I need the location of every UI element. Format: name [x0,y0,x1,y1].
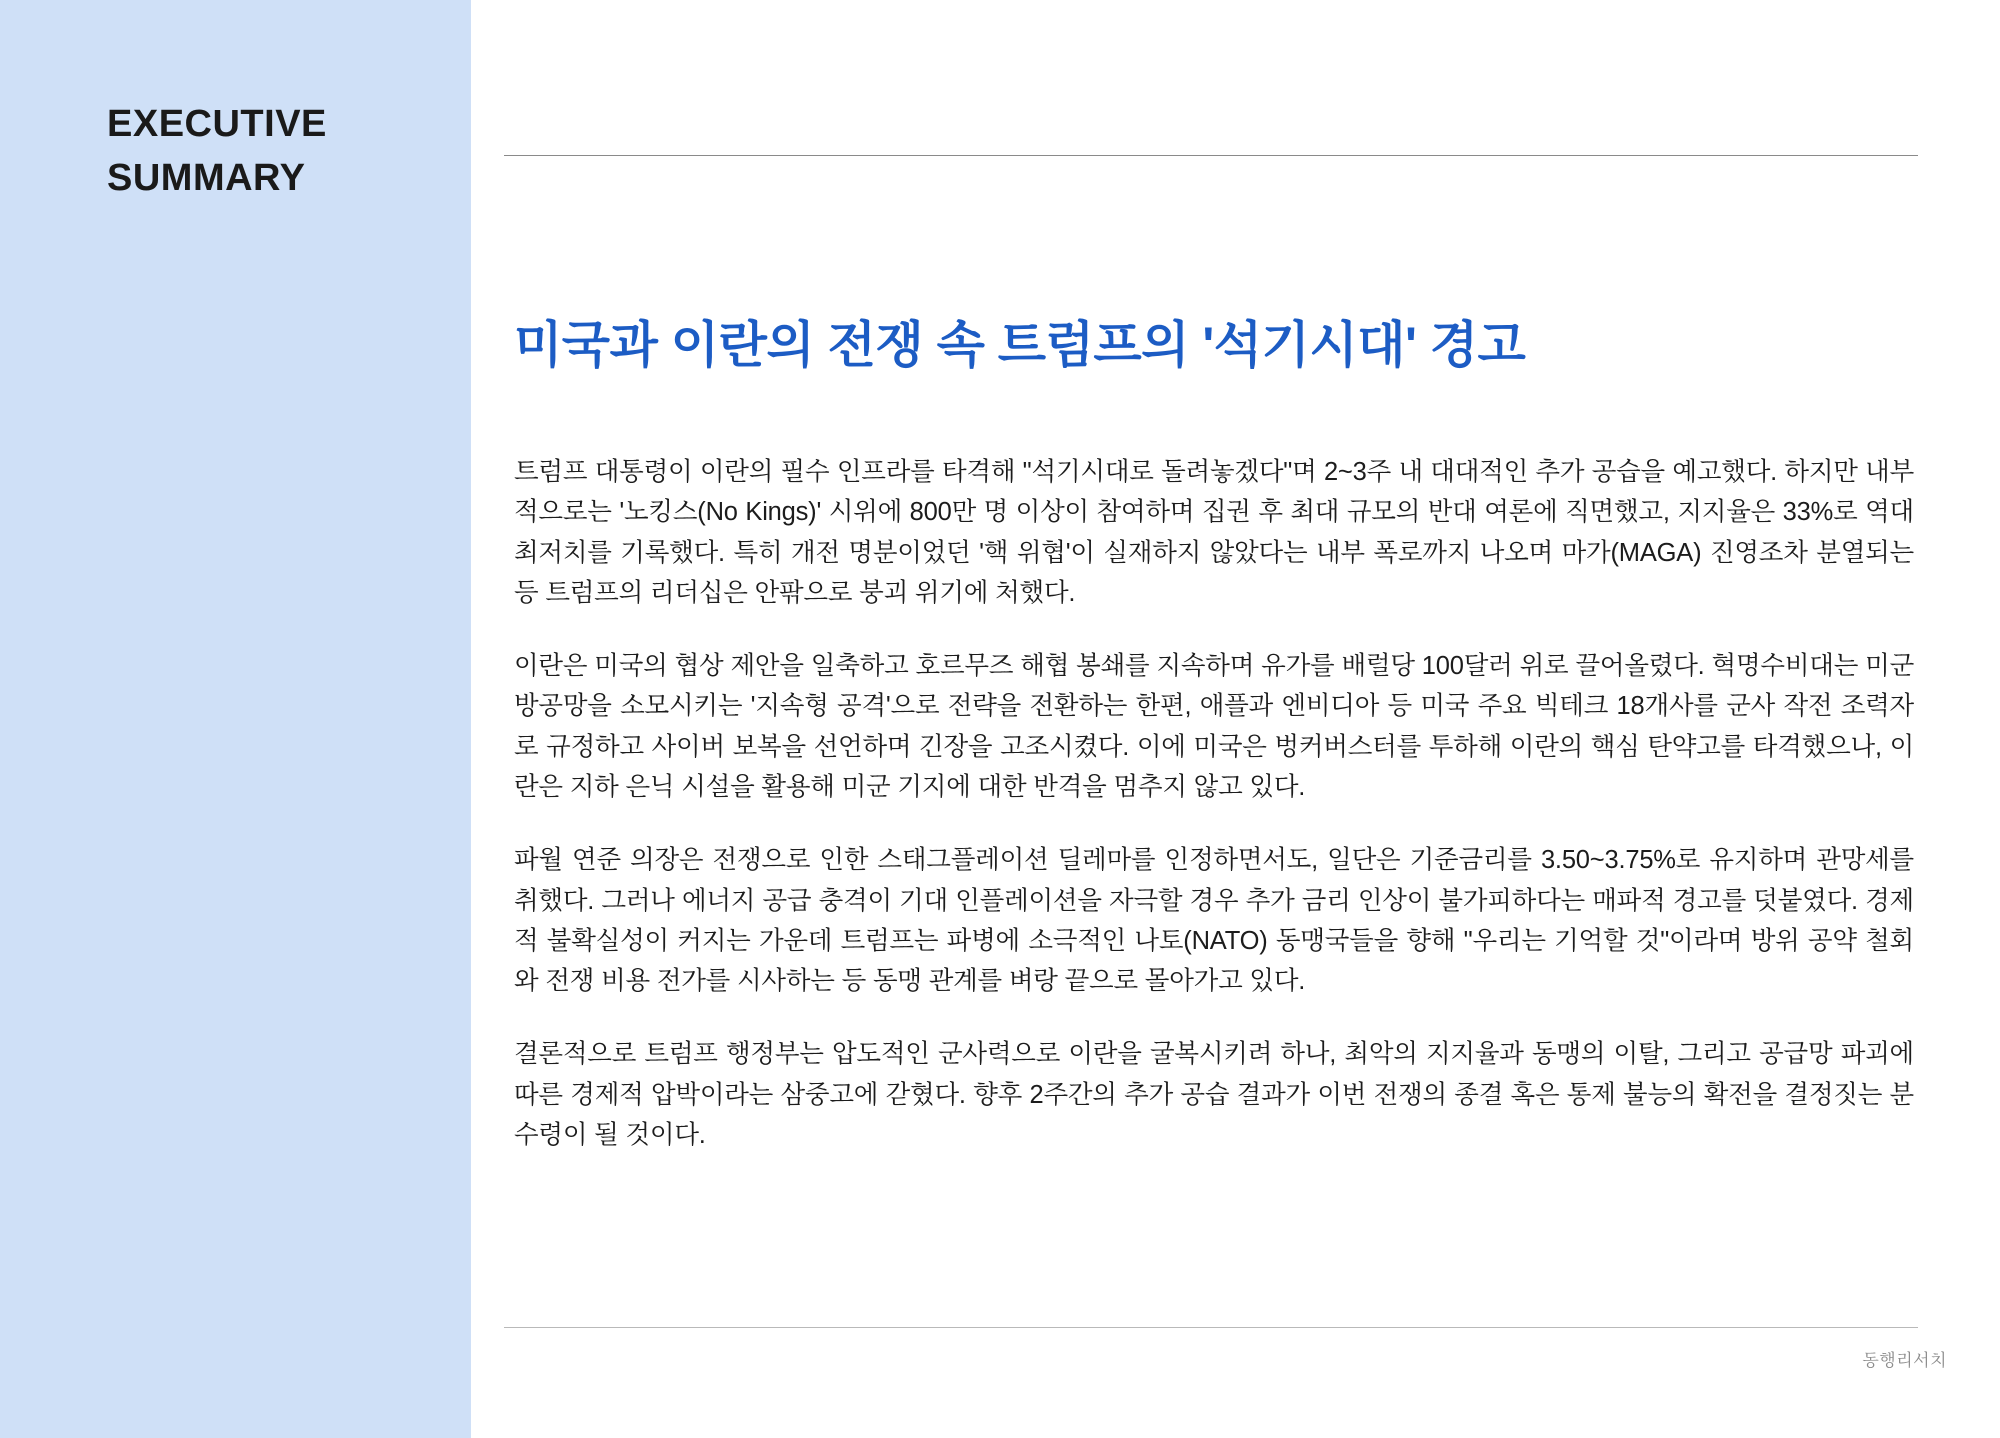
bottom-divider [504,1327,1918,1328]
paragraph: 이란은 미국의 협상 제안을 일축하고 호르무즈 해협 봉쇄를 지속하며 유가를 배럴당 100달러 위로 끌어올렸다. 혁명수비대는 미군 방공망을 소모시키는 '지속형 공격'으로 전략을 전환하는 한편, 애플과 엔비디아 등 미국 주요 빅테크 18개사를 군사 작전 조력자로 규정하고 사이버 보복을 선언하며 긴장을 고조시켰다. 이에 미국은 벙커버스터를 투하해 이란의 핵심 탄약고를 타격했으나, 이란은 지하 은닉 시설을 활용해 미군 기지에 대한 반격을 멈추지 않고 있다. [514,652,1914,801]
sidebar [0,0,471,1438]
content-area [471,0,2000,1438]
sidebar-heading-line-2: SUMMARY [107,156,306,199]
paragraph: 파월 연준 의장은 전쟁으로 인한 스태그플레이션 딜레마를 인정하면서도, 일단은 기준금리를 3.50~3.75%로 유지하며 관망세를 취했다. 그러나 에너지 공급 충격이 기대 인플레이션을 자극할 경우 추가 금리 인상이 불가피하다는 매파적 경고를 덧붙였다. 경제적 불확실성이 커지는 가운데 트럼프는 파병에 소극적인 나토(NATO) 동맹국들을 향해 "우리는 기억할 것"이라며 방위 공약 철회와 전쟁 비용 전가를 시사하는 등 동맹 관계를 벼랑 끝으로 몰아가고 있다. [514,846,1914,996]
sidebar-heading [107,98,437,206]
paragraph: 결론적으로 트럼프 행정부는 압도적인 군사력으로 이란을 굴복시키려 하나, 최악의 지지율과 동맹의 이탈, 그리고 공급망 파괴에 따른 경제적 압박이라는 삼중고에 갇혔다. 향후 2주간의 추가 공습 결과가 이번 전쟁의 종결 혹은 통제 불능의 확전을 결정짓는 분수령이 될 것이다. [514,1040,1914,1149]
body-text [514,452,1914,1155]
top-divider [504,155,1918,156]
paragraph: 트럼프 대통령이 이란의 필수 인프라를 타격해 "석기시대로 돌려놓겠다"며 2~3주 내 대대적인 추가 공습을 예고했다. 하지만 내부적으로는 '노킹스(No Kings)' 시위에 800만 명 이상이 참여하며 집권 후 최대 규모의 반대 여론에 직면했고, 지지율은 33%로 역대 최저치를 기록했다. 특히 개전 명분이었던 '핵 위협'이 실재하지 않았다는 내부 폭로까지 나오며 마가(MAGA) 진영조차 분열되는 등 트럼프의 리더십은 안팎으로 붕괴 위기에 처했다. [514,458,1914,607]
footer-source: 동행리서치 [1862,1351,1947,1370]
page-title: 미국과 이란의 전쟁 속 트럼프의 '석기시대' 경고 [514,317,1526,373]
sidebar-heading-line-1: EXECUTIVE [107,103,327,145]
